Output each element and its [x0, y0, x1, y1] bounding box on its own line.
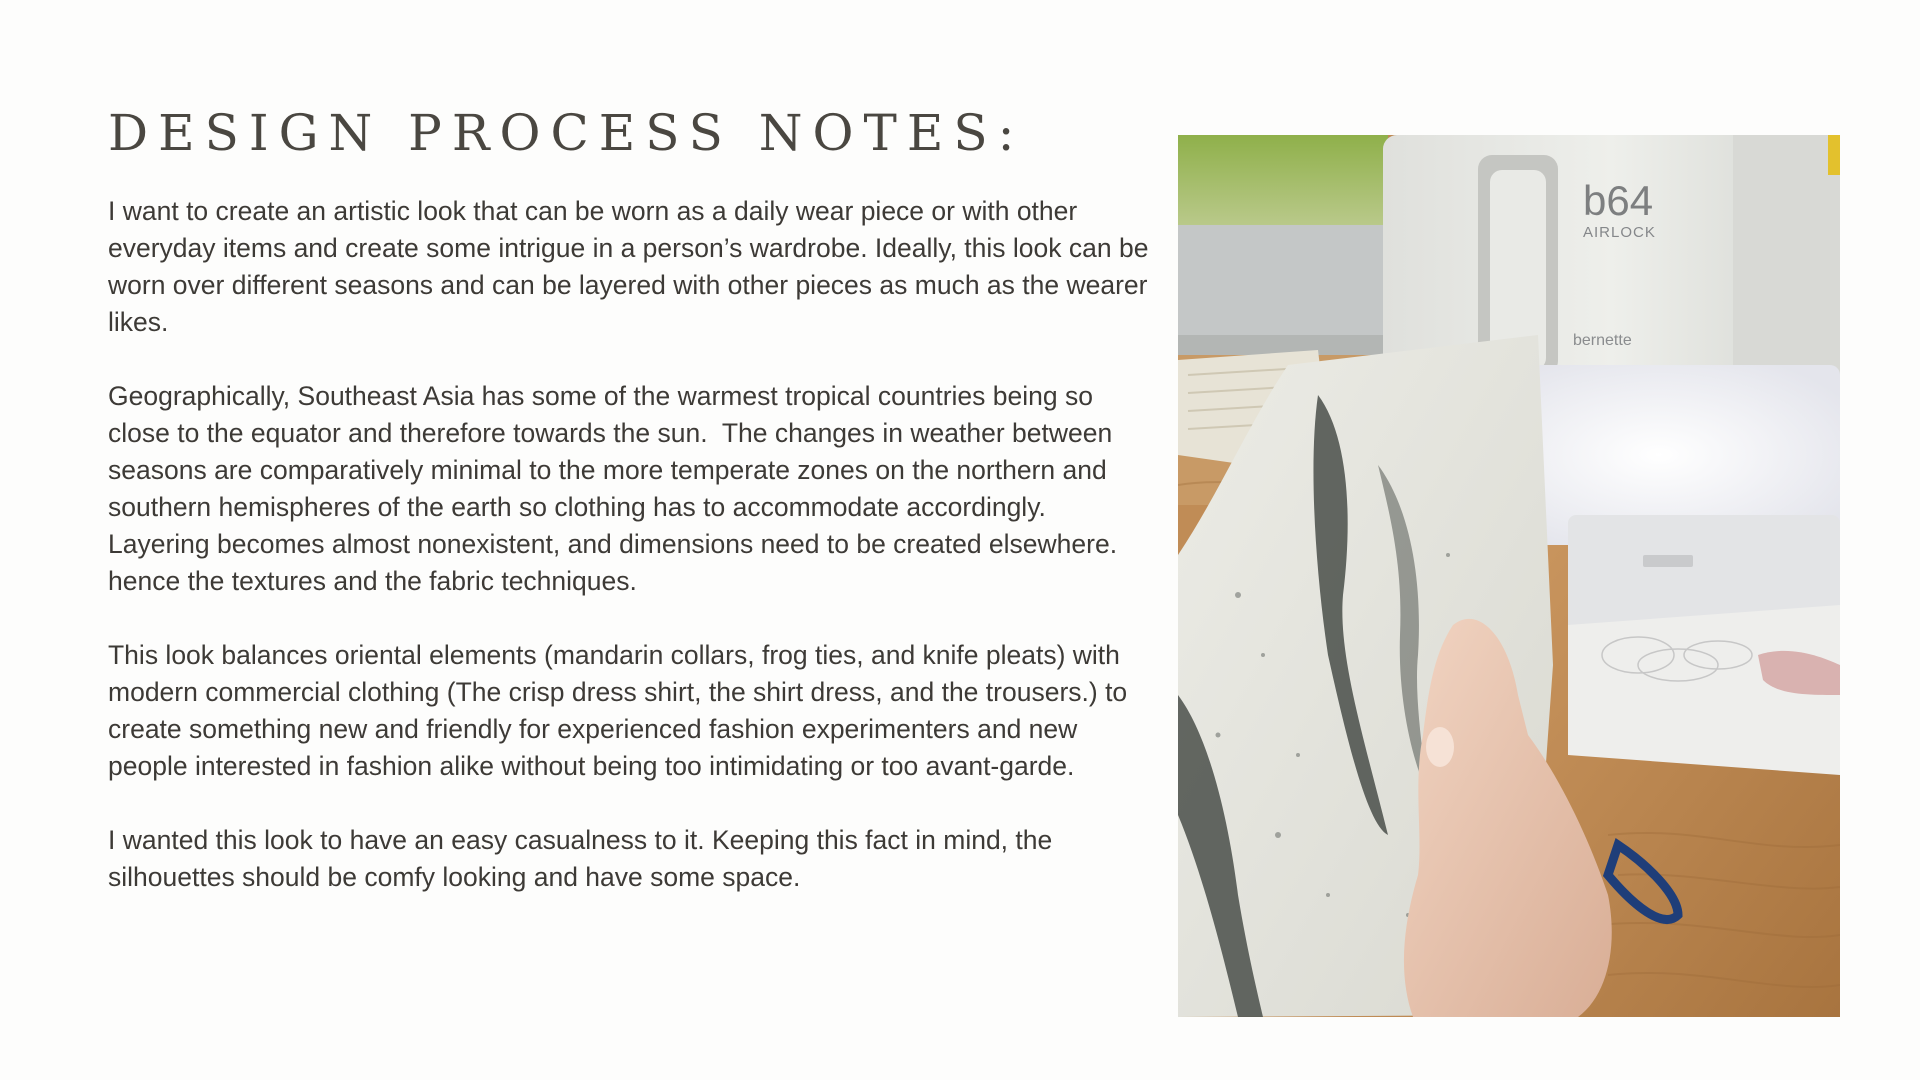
paragraph-wearability: I want to create an artistic look that can be worn as a daily wear piece or with other everyday items and create some intrigue in a person’s wardrobe. Ideally, this look can be worn over different seasons and can be layered with other pieces as much as the wearer likes.	[108, 196, 1156, 337]
paragraph-casualness: I wanted this look to have an easy casualness to it. Keeping this fact in mind, the silhouettes should be comfy looking and have some space.	[108, 825, 1060, 892]
sewing-machine-photo	[1178, 135, 1840, 1017]
svg-text:b64: b64	[1583, 177, 1654, 224]
page-title: DESIGN PROCESS NOTES:	[108, 104, 1025, 162]
notes-body	[108, 193, 1156, 933]
svg-text:bernette: bernette	[1573, 332, 1632, 349]
svg-text:AIRLOCK: AIRLOCK	[1583, 224, 1656, 241]
paragraph-geography: Geographically, Southeast Asia has some of the warmest tropical countries being so close to the equator and therefore towards the sun. The changes in weather between seasons are comparatively minimal to the more temperate zones on the northern and southern hemispheres of the earth so clothing has to accommodate accordingly. Layering becomes almost nonexistent, and dimensions need to be created elsewhere. hence the textures and the fabric techniques.	[108, 381, 1125, 596]
paragraph-balance: This look balances oriental elements (mandarin collars, frog ties, and knife pleats) with modern commercial clothing (The crisp dress shirt, the shirt dress, and the trousers.) to create something new and friendly for experienced fashion experimenters and new people interested in fashion alike without being too intimidating or too avant-garde.	[108, 640, 1135, 781]
